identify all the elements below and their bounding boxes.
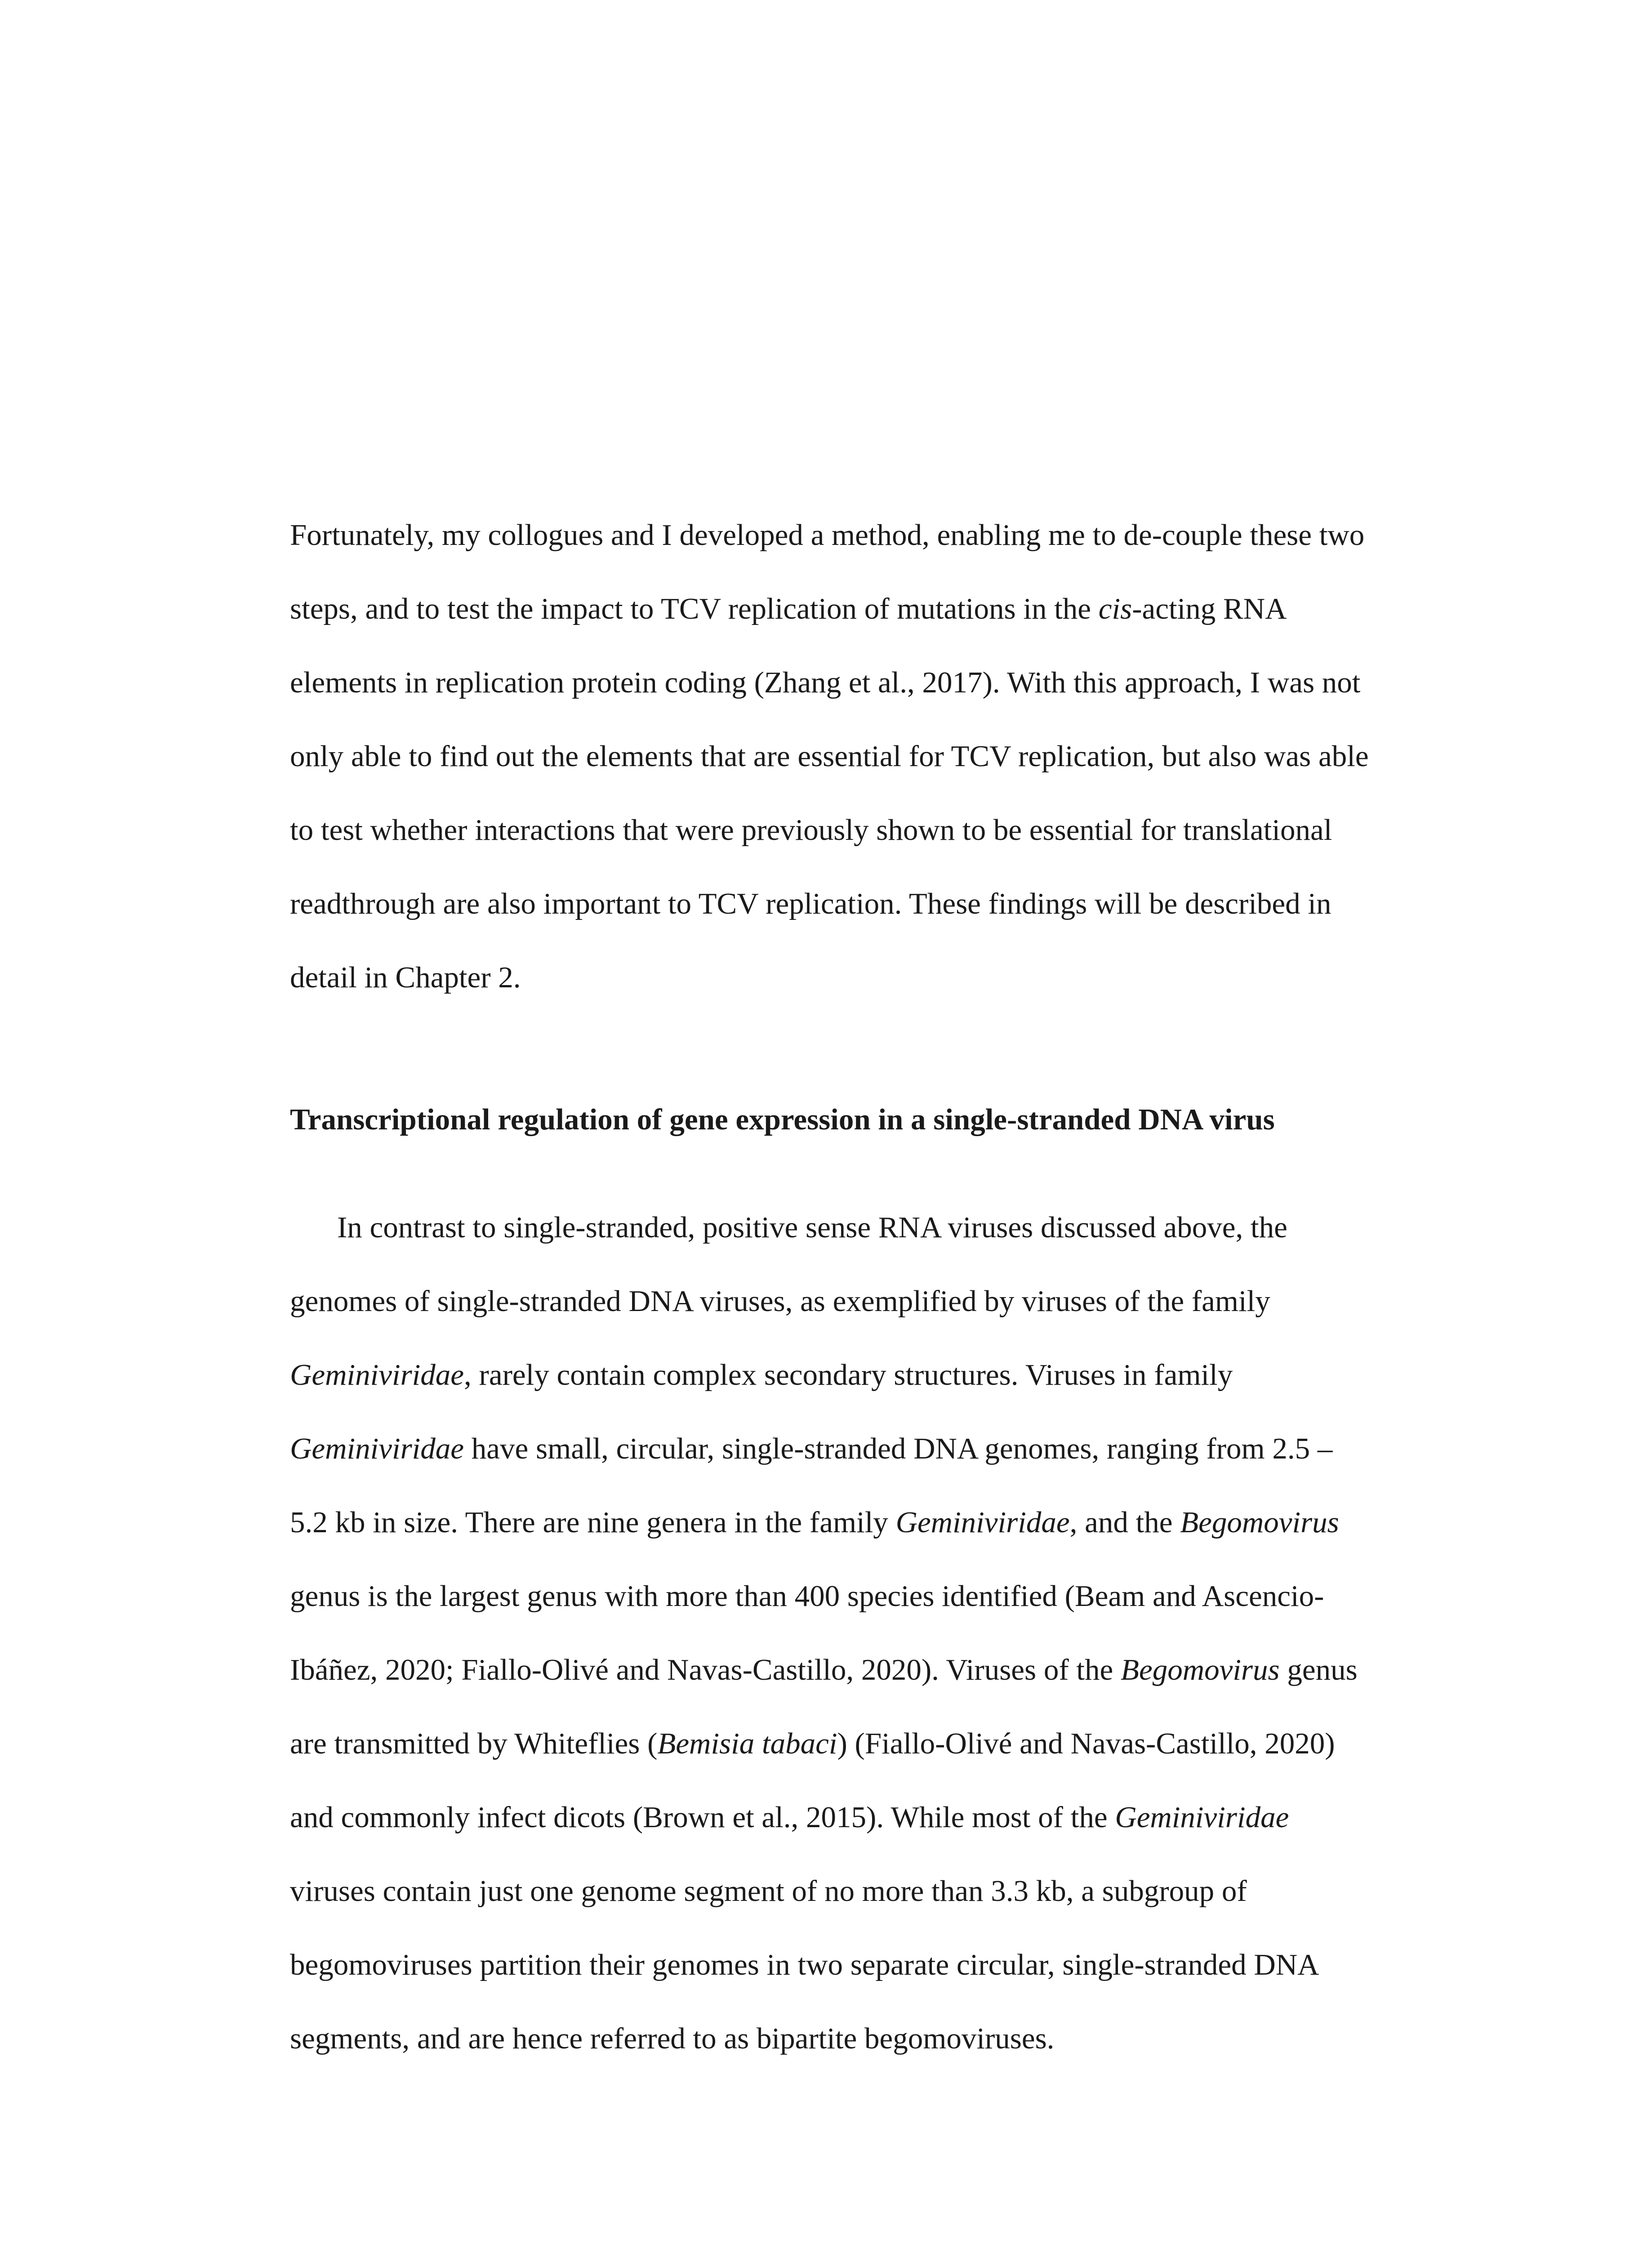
- paragraph-1-line-5: to test whether interactions that were previously shown to be essential for translational: [290, 813, 1332, 847]
- paragraph-1-line-4: only able to find out the elements that are essential for TCV replication, but also was able: [290, 740, 1369, 773]
- paragraph-2-line-6: genus is the largest genus with more than 400 species identified (Beam and Ascencio-: [290, 1579, 1324, 1613]
- paragraph-2-line-1: In contrast to single-stranded, positive sense RNA viruses discussed above, the: [337, 1211, 1287, 1244]
- paragraph-1-line-6: readthrough are also important to TCV replication. These findings will be described in: [290, 887, 1331, 920]
- paragraph-1-line-1: Fortunately, my collogues and I developed a method, enabling me to de-couple these two: [290, 518, 1365, 552]
- paragraph-2-line-7: Ibáñez, 2020; Fiallo-Olivé and Navas-Castillo, 2020). Viruses of the Begomovirus genus: [290, 1653, 1358, 1686]
- paragraph-2-line-2: genomes of single-stranded DNA viruses, as exemplified by viruses of the family: [290, 1285, 1270, 1318]
- paragraph-2-line-11: begomoviruses partition their genomes in two separate circular, single-stranded DNA: [290, 1948, 1319, 1981]
- paragraph-1-line-2: steps, and to test the impact to TCV replication of mutations in the cis-acting RNA: [290, 592, 1287, 625]
- paragraph-2-line-8: are transmitted by Whiteflies (Bemisia tabaci) (Fiallo-Olivé and Navas-Castillo, 2020): [290, 1727, 1335, 1760]
- paragraph-2-line-3: Geminiviridae, rarely contain complex secondary structures. Viruses in family: [290, 1358, 1233, 1392]
- paragraph-2-line-4: Geminiviridae have small, circular, single-stranded DNA genomes, ranging from 2.5 –: [290, 1432, 1333, 1465]
- paragraph-2-line-9: and commonly infect dicots (Brown et al., 2015). While most of the Geminiviridae: [290, 1801, 1289, 1834]
- paragraph-2-line-5: 5.2 kb in size. There are nine genera in the family Geminiviridae, and the Begomovirus: [290, 1506, 1339, 1539]
- paragraph-2-line-12: segments, and are hence referred to as bipartite begomoviruses.: [290, 2022, 1055, 2055]
- section-heading: Transcriptional regulation of gene expression in a single-stranded DNA virus: [290, 1103, 1275, 1136]
- paragraph-1-line-3: elements in replication protein coding (Zhang et al., 2017). With this approach, I was not: [290, 666, 1361, 699]
- paragraph-1-line-7: detail in Chapter 2.: [290, 961, 521, 994]
- paragraph-2-line-10: viruses contain just one genome segment of no more than 3.3 kb, a subgroup of: [290, 1874, 1247, 1908]
